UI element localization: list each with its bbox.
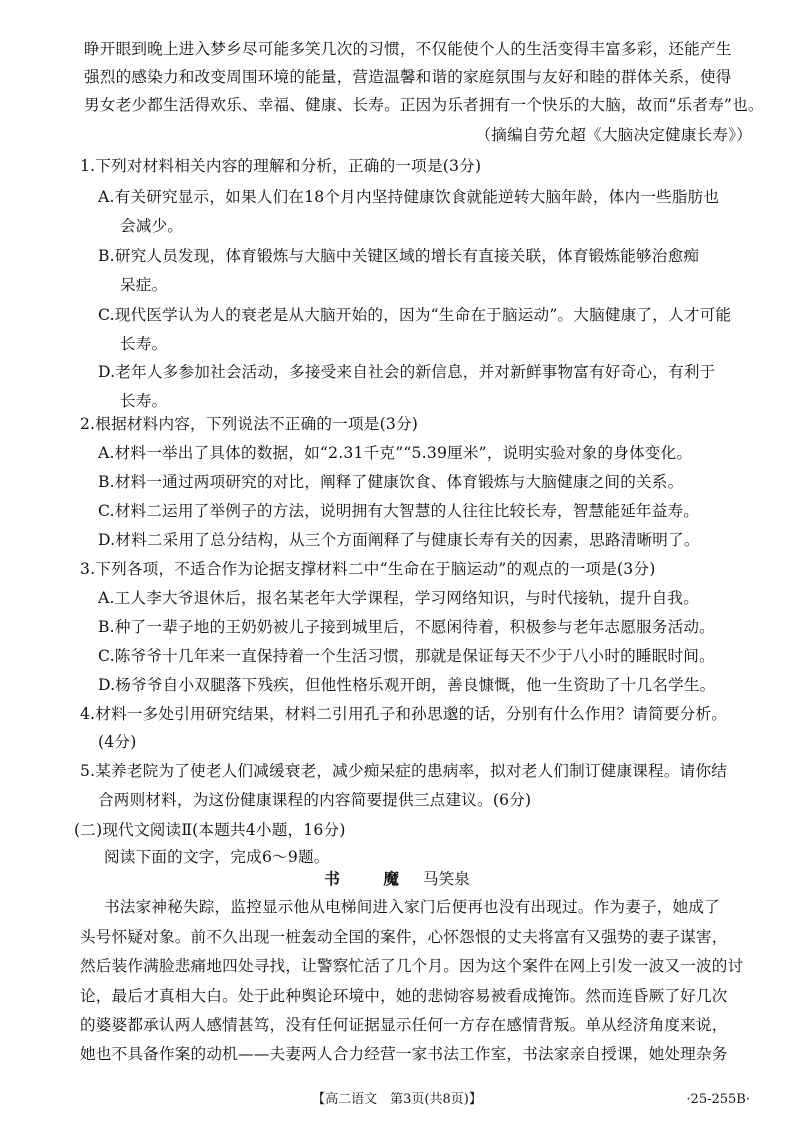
material-line-1: 睁开眼到晚上进入梦乡尽可能多笑几次的习惯，不仅能使个人的生活变得丰富多彩，还能产生 [84, 40, 732, 58]
question-4-line-2: (4分) [98, 733, 137, 751]
story-title-block [0, 868, 794, 890]
question-3-option-d: D.杨爷爷自小双腿落下残疾，但他性格乐观开朗，善良慷慨，他一生资助了十几名学生。 [98, 676, 716, 694]
question-4-line-1: 4.材料一多处引用研究结果，材料二引用孔子和孙思邈的话，分别有什么作用？请简要分析。 [80, 705, 728, 723]
story-title: 书 魔 [324, 869, 413, 888]
question-1-option-a-cont: 会减少。 [120, 217, 184, 235]
story-line-2: 头号怀疑对象。前不久出现一桩轰动全国的案件，心怀怨恨的丈夫将富有又强势的妻子谋害， [80, 928, 728, 946]
question-1-option-b: B.研究人员发现，体育锻炼与大脑中关键区域的增长有直接关联，体育锻炼能够治愈痴 [98, 247, 700, 265]
question-1-option-d-cont: 长寿。 [120, 392, 168, 410]
question-2-option-d: D.材料二采用了总分结构，从三个方面阐释了与健康长寿有关的因素，思路清晰明了。 [98, 531, 700, 549]
question-1-option-c-cont: 长寿。 [120, 335, 168, 353]
section-2-heading: (二)现代文阅读Ⅱ(本题共4小题，16分) [74, 821, 346, 839]
story-line-3: 然后装作满脸悲痛地四处寻找，让警察忙活了几个月。因为这个案件在网上引发一波又一波的讨 [80, 957, 744, 975]
question-3-option-c: C.陈爷爷十几年来一直保持着一个生活习惯，那就是保证每天不少于八小时的睡眠时间。 [98, 647, 715, 665]
material-line-3: 男女老少都生活得欢乐、幸福、健康、长寿。正因为乐者拥有一个快乐的大脑，故而“乐者寿”也。 [84, 96, 764, 114]
question-2-stem: 2.根据材料内容，下列说法不正确的一项是(3分) [80, 415, 419, 433]
question-2-option-c: C.材料二运用了举例子的方法，说明拥有大智慧的人往往比较长寿，智慧能延年益寿。 [98, 502, 700, 520]
question-1-option-b-cont: 呆症。 [120, 276, 168, 294]
question-5-line-2: 合两则材料，为这份健康课程的内容简要提供三点建议。(6分) [98, 791, 532, 809]
material-source: （摘编自劳允超《大脑决定健康长寿》） [475, 126, 752, 144]
story-line-1: 书法家神秘失踪，监控显示他从电梯间进入家门后便再也没有出现过。作为妻子，她成了 [104, 898, 720, 916]
question-1-option-a: A.有关研究显示，如果人们在18个月内坚持健康饮食就能逆转大脑年龄，体内一些脂肪也 [98, 188, 720, 206]
page-footer: 【高二语文 第3页(共8页)】 [312, 1092, 482, 1107]
question-3-option-a: A.工人李大爷退休后，报名某老年大学课程，学习网络知识，与时代接轨，提升自我。 [98, 589, 699, 607]
question-3-stem: 3.下列各项，不适合作为论据支撑材料二中“生命在于脑运动”的观点的一项是(3分) [80, 560, 656, 578]
story-line-5: 的婆婆都承认两人感情甚笃，没有任何证据显示任何一方存在感情背叛。单从经济角度来说， [80, 1016, 728, 1034]
question-1-option-c: C.现代医学认为人的衰老是从大脑开始的，因为“生命在于脑运动”。大脑健康了，人才可能 [98, 306, 732, 324]
paper-code: ·25-255B· [686, 1092, 750, 1107]
question-2-option-b: B.材料一通过两项研究的对比，阐释了健康饮食、体育锻炼与大脑健康之间的关系。 [98, 473, 684, 491]
story-line-4: 论，最后才真相大白。处于此种舆论环境中，她的悲恸容易被看成掩饰。然而连昏厥了好几次 [80, 987, 728, 1005]
material-line-2: 强烈的感染力和改变周围环境的能量，营造温馨和谐的家庭氛围与友好和睦的群体关系，使得 [84, 68, 732, 86]
section-2-instruction: 阅读下面的文字，完成6～9题。 [104, 848, 330, 866]
question-3-option-b: B.种了一辈子地的王奶奶被儿子接到城里后，不愿闲待着，积极参与老年志愿服务活动。 [98, 618, 715, 636]
story-line-6: 她也不具备作案的动机——夫妻两人合力经营一家书法工作室，书法家亲自授课，她处理杂务 [80, 1045, 728, 1063]
story-author: 马笑泉 [423, 870, 470, 888]
question-2-option-a: A.材料一举出了具体的数据，如“2.31千克”“5.39厘米”，说明实验对象的身体变化。 [98, 444, 693, 462]
question-5-line-1: 5.某养老院为了使老人们减缓衰老，减少痴呆症的患病率，拟对老人们制订健康课程。请你结 [80, 762, 728, 780]
question-1-stem: 1.下列对材料相关内容的理解和分析，正确的一项是(3分) [80, 157, 482, 175]
question-1-option-d: D.老年人多参加社会活动，多接受来自社会的新信息，并对新鲜事物富有好奇心，有利于 [98, 363, 716, 381]
